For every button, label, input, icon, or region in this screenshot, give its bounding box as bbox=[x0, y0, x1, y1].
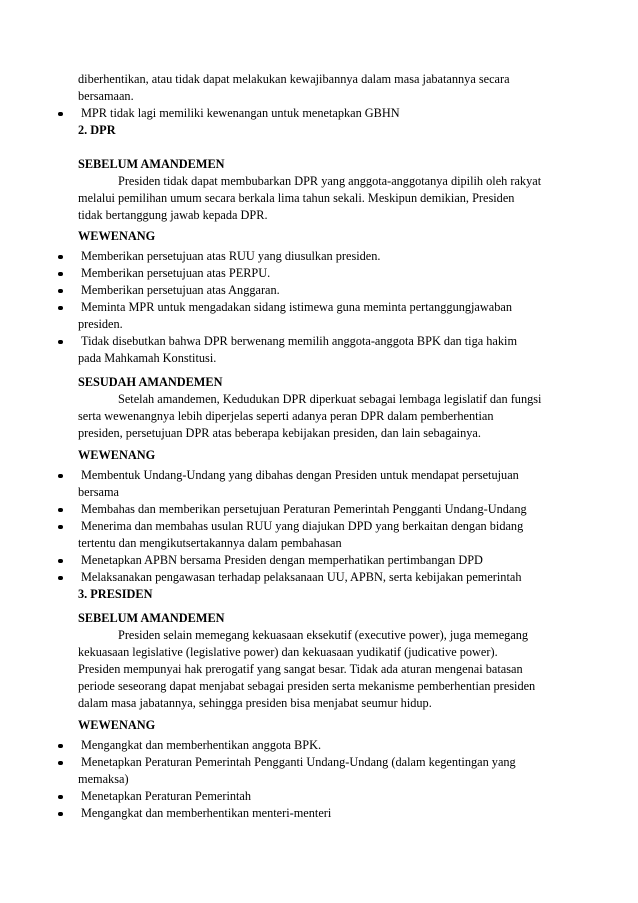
bullet-icon bbox=[58, 306, 63, 311]
list-item bbox=[78, 501, 578, 518]
list-item-text: Membahas dan memberikan persetujuan Peraturan Pemerintah Pengganti Undang-Undang bbox=[81, 502, 527, 516]
list-item-text: memaksa) bbox=[78, 772, 129, 786]
paragraph-line: Setelah amandemen, Kedudukan DPR diperkuat sebagai lembaga legislatif dan fungsi bbox=[118, 392, 542, 406]
list-item-text: MPR tidak lagi memiliki kewenangan untuk menetapkan GBHN bbox=[81, 106, 400, 120]
bullet-icon bbox=[58, 744, 63, 749]
text-line: diberhentikan, atau tidak dapat melakukan kewajibannya dalam masa jabatannya secara bbox=[78, 72, 510, 86]
list-item bbox=[78, 299, 578, 333]
list-item-text: Memberikan persetujuan atas Anggaran. bbox=[81, 283, 280, 297]
text-line: bersamaan. bbox=[78, 89, 134, 103]
bullet-icon bbox=[58, 289, 63, 294]
list-item-text: Membentuk Undang-Undang yang dibahas dengan Presiden untuk mendapat persetujuan bbox=[81, 468, 519, 482]
list-item bbox=[78, 105, 578, 122]
bullet-icon bbox=[58, 272, 63, 277]
bullet-icon bbox=[58, 340, 63, 345]
paragraph-line: Presiden selain memegang kekuasaan eksekutif (executive power), juga memegang bbox=[118, 628, 529, 642]
subheading-authority: WEWENANG bbox=[78, 229, 156, 243]
paragraph-line: Presiden tidak dapat membubarkan DPR yang anggota-anggotanya dipilih oleh rakyat bbox=[118, 174, 542, 188]
list-item-text: Tidak disebutkan bahwa DPR berwenang memilih anggota-anggota BPK dan tiga hakim bbox=[81, 334, 518, 348]
authority-list bbox=[78, 467, 578, 586]
list-item bbox=[78, 282, 578, 299]
section-heading-presiden: 3. PRESIDEN bbox=[78, 587, 153, 601]
list-item-text: Melaksanakan pengawasan terhadap pelaksanaan UU, APBN, serta kebijakan pemerintah bbox=[81, 570, 522, 584]
bullet-icon bbox=[58, 812, 63, 817]
subheading-before-amendment: SEBELUM AMANDEMEN bbox=[78, 611, 225, 625]
list-item-text: Mengangkat dan memberhentikan anggota BPK. bbox=[81, 738, 322, 752]
list-item-text: pada Mahkamah Konstitusi. bbox=[78, 351, 217, 365]
list-item bbox=[78, 754, 578, 788]
list-item bbox=[78, 552, 578, 569]
list-item-text: Meminta MPR untuk mengadakan sidang istimewa guna meminta pertanggungjawaban bbox=[81, 300, 512, 314]
list-item bbox=[78, 265, 578, 282]
list-item bbox=[78, 737, 578, 754]
list-item bbox=[78, 569, 578, 586]
bullet-icon bbox=[58, 576, 63, 581]
list-item-text: presiden. bbox=[78, 317, 123, 331]
paragraph-line: serta wewenangnya lebih diperjelas seperti adanya peran DPR dalam pemberhentian bbox=[78, 409, 494, 423]
section-heading-dpr: 2. DPR bbox=[78, 123, 116, 137]
subheading-before-amendment: SEBELUM AMANDEMEN bbox=[78, 157, 225, 171]
bullet-icon bbox=[58, 559, 63, 564]
list-item bbox=[78, 467, 578, 501]
bullet-icon bbox=[58, 112, 63, 117]
paragraph-line: periode seseorang dapat menjabat sebagai presiden serta mekanisme pemberhentian presiden bbox=[78, 679, 536, 693]
list-item bbox=[78, 805, 578, 822]
bullet-icon bbox=[58, 795, 63, 800]
paragraph-line: kekuasaan legislative (legislative power) dan kekuasaan yudikatif (judicative power). bbox=[78, 645, 498, 659]
paragraph-line: presiden, persetujuan DPR atas beberapa kebijakan presiden, dan lain sebagainya. bbox=[78, 426, 481, 440]
list-item bbox=[78, 518, 578, 552]
list-item bbox=[78, 248, 578, 265]
list-item-text: Menerima dan membahas usulan RUU yang diajukan DPD yang berkaitan dengan bidang bbox=[81, 519, 524, 533]
paragraph-line: dalam masa jabatannya, sehingga presiden bisa menjabat seumur hidup. bbox=[78, 696, 432, 710]
paragraph-line: Presiden mempunyai hak prerogatif yang sangat besar. Tidak ada aturan mengenai batasan bbox=[78, 662, 523, 676]
list-item-text: Menetapkan APBN bersama Presiden dengan memperhatikan pertimbangan DPD bbox=[81, 553, 483, 567]
authority-list bbox=[78, 737, 578, 822]
list-item-text: Memberikan persetujuan atas PERPU. bbox=[81, 266, 271, 280]
list-item-text: Menetapkan Peraturan Pemerintah bbox=[81, 789, 252, 803]
list-item bbox=[78, 788, 578, 805]
bullet-icon bbox=[58, 525, 63, 530]
bullet-icon bbox=[58, 474, 63, 479]
authority-list bbox=[78, 248, 578, 367]
document-content bbox=[78, 71, 578, 822]
paragraph-line: melalui pemilihan umum secara berkala lima tahun sekali. Meskipun demikian, Presiden bbox=[78, 191, 515, 205]
paragraph-line: tidak bertanggung jawab kepada DPR. bbox=[78, 208, 268, 222]
bullet-icon bbox=[58, 761, 63, 766]
list-item bbox=[78, 333, 578, 367]
subheading-authority: WEWENANG bbox=[78, 448, 156, 462]
bullet-icon bbox=[58, 508, 63, 513]
subheading-authority: WEWENANG bbox=[78, 718, 156, 732]
list-item-text: bersama bbox=[78, 485, 119, 499]
list-item-text: Menetapkan Peraturan Pemerintah Pengganti Undang-Undang (dalam kegentingan yang bbox=[81, 755, 516, 769]
bullet-icon bbox=[58, 255, 63, 260]
subheading-after-amendment: SESUDAH AMANDEMEN bbox=[78, 375, 223, 389]
list-item-text: Mengangkat dan memberhentikan menteri-menteri bbox=[81, 806, 332, 820]
list-item-text: tertentu dan mengikutsertakannya dalam pembahasan bbox=[78, 536, 342, 550]
list-item-text: Memberikan persetujuan atas RUU yang diusulkan presiden. bbox=[81, 249, 381, 263]
